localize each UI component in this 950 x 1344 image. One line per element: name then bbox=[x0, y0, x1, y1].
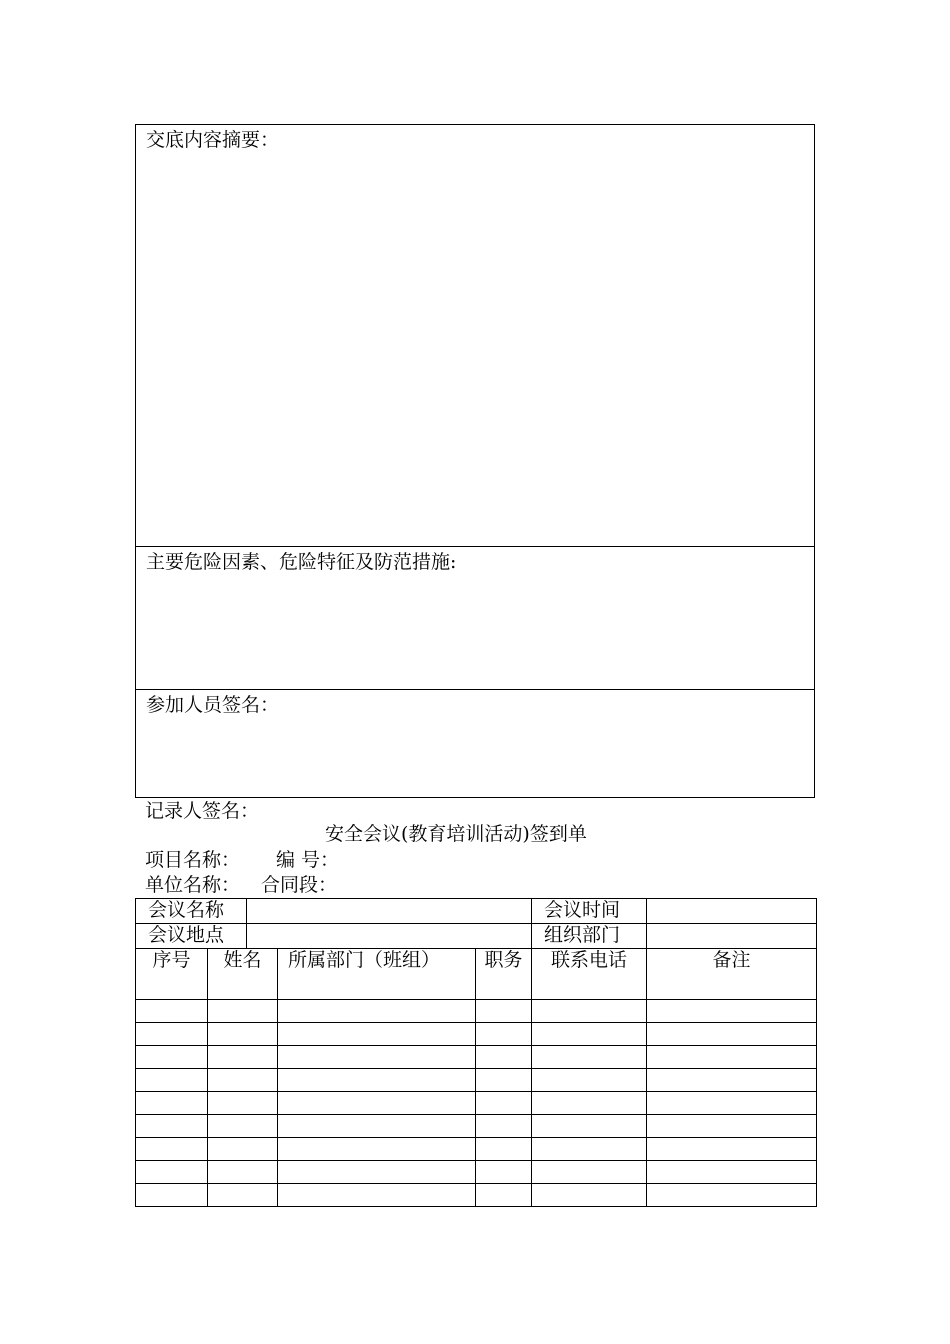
unit-name-label: 单位名称： bbox=[145, 874, 241, 896]
cell-index[interactable] bbox=[136, 1138, 208, 1161]
cell-remarks[interactable] bbox=[647, 1115, 817, 1138]
cell-position[interactable] bbox=[476, 1115, 532, 1138]
col-header-name: 姓名 bbox=[208, 949, 278, 1000]
cell-department[interactable] bbox=[278, 1000, 476, 1023]
cell-remarks[interactable] bbox=[647, 1000, 817, 1023]
cell-department[interactable] bbox=[278, 1161, 476, 1184]
cell-position[interactable] bbox=[476, 1023, 532, 1046]
cell-phone[interactable] bbox=[532, 1046, 647, 1069]
meeting-place-field[interactable] bbox=[247, 924, 532, 949]
cell-index[interactable] bbox=[136, 1161, 208, 1184]
cell-remarks[interactable] bbox=[647, 1184, 817, 1207]
table-row bbox=[136, 1023, 817, 1046]
cell-remarks[interactable] bbox=[647, 1092, 817, 1115]
organizer-field[interactable] bbox=[647, 924, 817, 949]
cell-position[interactable] bbox=[476, 1138, 532, 1161]
signin-rows bbox=[136, 1000, 817, 1207]
cell-phone[interactable] bbox=[532, 1161, 647, 1184]
cell-position[interactable] bbox=[476, 1092, 532, 1115]
hazards-section bbox=[135, 546, 815, 690]
table-row bbox=[136, 1092, 817, 1115]
meeting-name-field[interactable] bbox=[247, 899, 532, 924]
cell-phone[interactable] bbox=[532, 1092, 647, 1115]
cell-department[interactable] bbox=[278, 1184, 476, 1207]
cell-name[interactable] bbox=[208, 1161, 278, 1184]
cell-index[interactable] bbox=[136, 1115, 208, 1138]
table-row bbox=[136, 1000, 817, 1023]
meeting-place-row bbox=[136, 924, 817, 949]
table-row bbox=[136, 1115, 817, 1138]
col-header-remarks: 备注 bbox=[647, 949, 817, 1000]
cell-index[interactable] bbox=[136, 1184, 208, 1207]
cell-position[interactable] bbox=[476, 1046, 532, 1069]
cell-name[interactable] bbox=[208, 1000, 278, 1023]
cell-name[interactable] bbox=[208, 1115, 278, 1138]
cell-name[interactable] bbox=[208, 1184, 278, 1207]
cell-department[interactable] bbox=[278, 1138, 476, 1161]
cell-index[interactable] bbox=[136, 1046, 208, 1069]
project-name-label: 项目名称： bbox=[145, 849, 241, 871]
cell-phone[interactable] bbox=[532, 1000, 647, 1023]
cell-index[interactable] bbox=[136, 1000, 208, 1023]
cell-phone[interactable] bbox=[532, 1115, 647, 1138]
col-header-phone: 联系电话 bbox=[532, 949, 647, 1000]
cell-department[interactable] bbox=[278, 1046, 476, 1069]
contract-section-label: 合同段： bbox=[261, 874, 338, 896]
col-header-index: 序号 bbox=[136, 949, 208, 1000]
participants-section bbox=[135, 689, 815, 798]
cell-position[interactable] bbox=[476, 1000, 532, 1023]
meeting-time-label: 会议时间 bbox=[532, 899, 647, 924]
cell-remarks[interactable] bbox=[647, 1023, 817, 1046]
meeting-name-row bbox=[136, 899, 817, 924]
cell-position[interactable] bbox=[476, 1184, 532, 1207]
signin-title: 安全会议(教育培训活动)签到单 bbox=[325, 823, 587, 845]
cell-index[interactable] bbox=[136, 1069, 208, 1092]
cell-phone[interactable] bbox=[532, 1023, 647, 1046]
cell-remarks[interactable] bbox=[647, 1069, 817, 1092]
cell-position[interactable] bbox=[476, 1069, 532, 1092]
cell-name[interactable] bbox=[208, 1069, 278, 1092]
cell-name[interactable] bbox=[208, 1023, 278, 1046]
participants-label: 参加人员签名： bbox=[146, 694, 280, 716]
meeting-place-label: 会议地点 bbox=[136, 924, 247, 949]
meeting-time-field[interactable] bbox=[647, 899, 817, 924]
table-row bbox=[136, 1069, 817, 1092]
cell-name[interactable] bbox=[208, 1092, 278, 1115]
cell-phone[interactable] bbox=[532, 1184, 647, 1207]
meeting-name-label: 会议名称 bbox=[136, 899, 247, 924]
summary-section bbox=[135, 124, 815, 547]
cell-remarks[interactable] bbox=[647, 1046, 817, 1069]
col-header-department: 所属部门（班组） bbox=[278, 949, 476, 1000]
table-row bbox=[136, 1046, 817, 1069]
cell-department[interactable] bbox=[278, 1023, 476, 1046]
cell-index[interactable] bbox=[136, 1092, 208, 1115]
table-row bbox=[136, 1184, 817, 1207]
cell-remarks[interactable] bbox=[647, 1161, 817, 1184]
cell-department[interactable] bbox=[278, 1092, 476, 1115]
organizer-label: 组织部门 bbox=[532, 924, 647, 949]
recorder-label: 记录人签名： bbox=[145, 800, 260, 822]
column-header-row bbox=[136, 949, 817, 1000]
cell-index[interactable] bbox=[136, 1023, 208, 1046]
summary-label: 交底内容摘要： bbox=[146, 129, 280, 151]
cell-department[interactable] bbox=[278, 1069, 476, 1092]
hazards-label: 主要危险因素、危险特征及防范措施: bbox=[146, 551, 457, 573]
cell-phone[interactable] bbox=[532, 1069, 647, 1092]
serial-label: 编 号： bbox=[276, 849, 340, 871]
signin-table bbox=[135, 898, 817, 1207]
table-row bbox=[136, 1138, 817, 1161]
cell-name[interactable] bbox=[208, 1138, 278, 1161]
cell-department[interactable] bbox=[278, 1115, 476, 1138]
table-row bbox=[136, 1161, 817, 1184]
col-header-position: 职务 bbox=[476, 949, 532, 1000]
cell-remarks[interactable] bbox=[647, 1138, 817, 1161]
cell-phone[interactable] bbox=[532, 1138, 647, 1161]
cell-name[interactable] bbox=[208, 1046, 278, 1069]
cell-position[interactable] bbox=[476, 1161, 532, 1184]
